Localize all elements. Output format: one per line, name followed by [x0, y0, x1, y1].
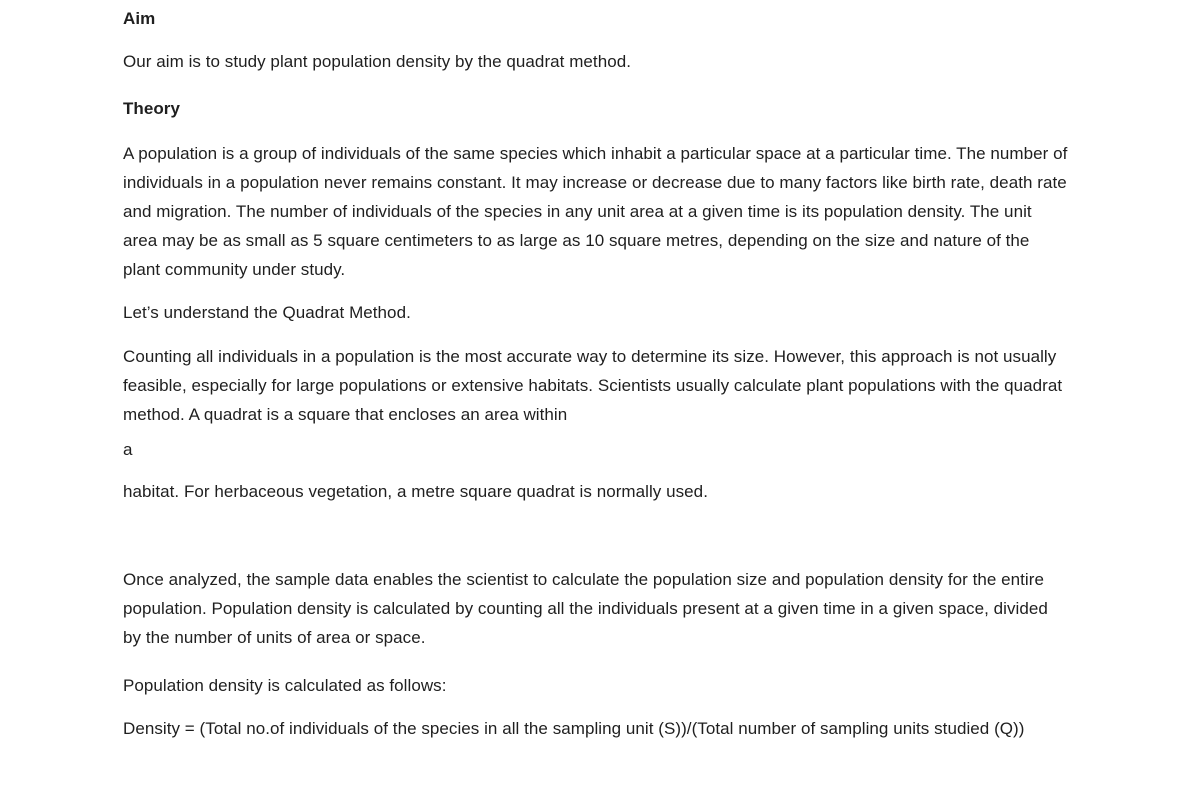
aim-heading: Aim	[123, 9, 156, 28]
orphan-word: a	[123, 440, 133, 459]
density-intro: Population density is calculated as follows:	[123, 676, 447, 695]
theory-heading: Theory	[123, 99, 180, 118]
aim-text: Our aim is to study plant population density by the quadrat method.	[123, 52, 631, 71]
counting-paragraph: Counting all individuals in a population is the most accurate way to determine its size. However, this approach is not usually feasible, especially for large populations or extensive habitats. Scientists usually calculate plant populations with the quadrat method. A quadrat is a square that encloses an area within	[123, 347, 1063, 424]
quadrat-intro: Let’s understand the Quadrat Method.	[123, 303, 411, 322]
analysis-paragraph: Once analyzed, the sample data enables the scientist to calculate the population size and population density for the entire population. Population density is calculated by counting all the individuals present at a given time in a given space, divided by the number of units of area or space.	[123, 570, 1048, 647]
habitat-line: habitat. For herbaceous vegetation, a metre square quadrat is normally used.	[123, 482, 708, 501]
theory-paragraph: A population is a group of individuals of the same species which inhabit a particular space at a particular time. The number of individuals in a population never remains constant. It may increase or decrease due to many factors like birth rate, death rate and migration. The number of individuals of the species in any unit area at a given time is its population density. The unit area may be as small as 5 square centimeters to as large as 10 square metres, depending on the size and nature of the plant community under study.	[123, 144, 1068, 279]
density-formula: Density = (Total no.of individuals of the species in all the sampling unit (S))/(Total number of sampling units studied (Q))	[123, 719, 1025, 738]
